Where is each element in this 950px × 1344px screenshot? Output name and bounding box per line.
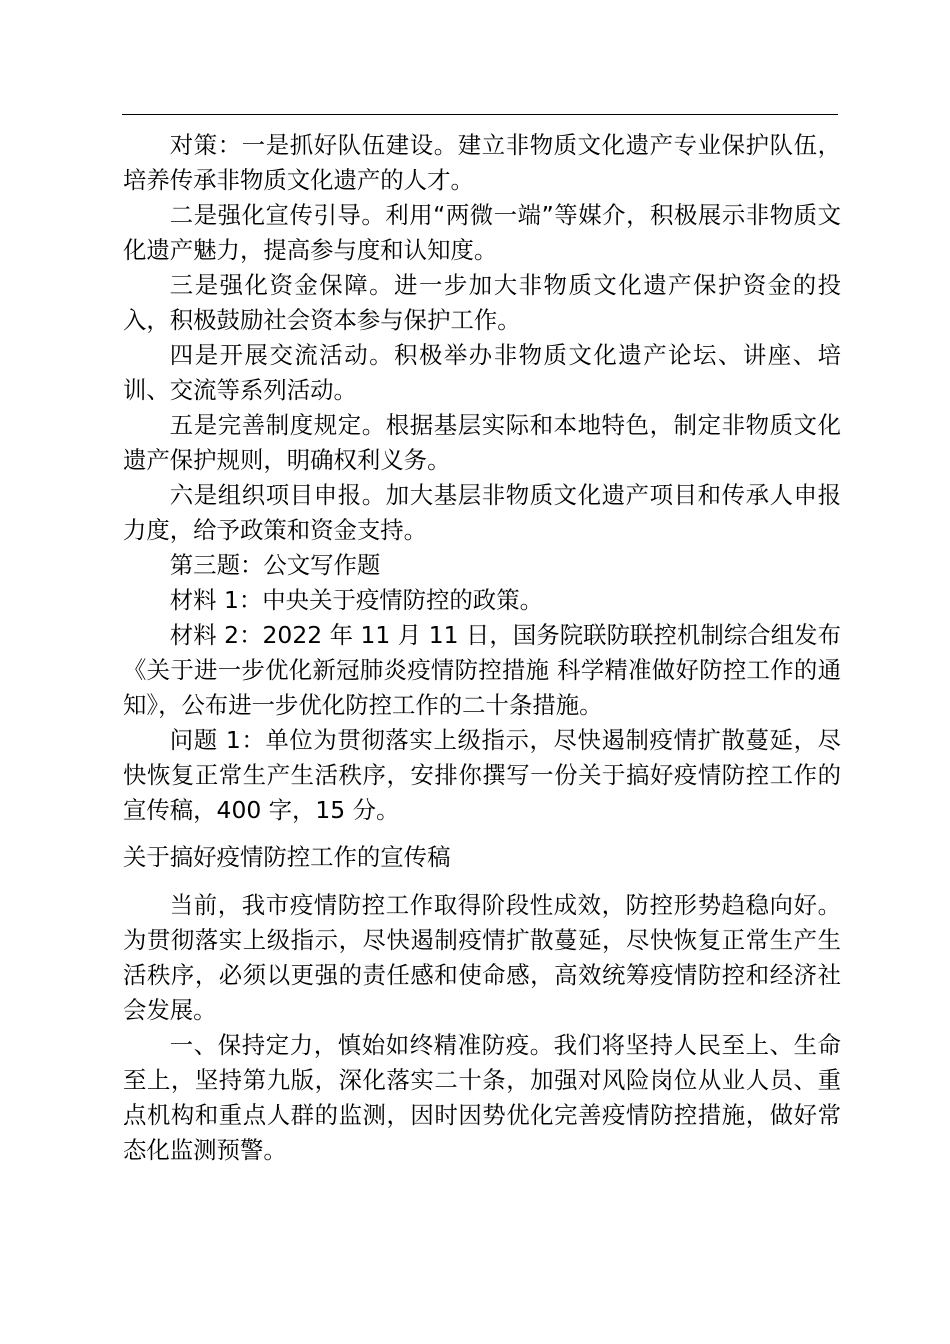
material-1: 材料 1：中央关于疫情防控的政策。 xyxy=(169,586,543,614)
paragraph-funding: 三是强化资金保障。进一步加大非物质文化遗产保护资金的投入，积极鼓励社会资本参与保护工作。 xyxy=(123,271,841,334)
question-heading: 第三题：公文写作题 xyxy=(169,551,381,579)
essay-paragraph-1: 一、保持定力，慎始如终精准防疫。我们将坚持人民至上、生命至上，坚持第九版，深化落实二十条，加强对风险岗位从业人员、重点机构和重点人群的监测，因时因势优化完善疫情防控措施，做好常态化监测预警。 xyxy=(123,1031,841,1164)
paragraph-exchange: 四是开展交流活动。积极举办非物质文化遗产论坛、讲座、培训、交流等系列活动。 xyxy=(123,341,841,404)
essay-title: 关于搞好疫情防控工作的宣传稿 xyxy=(123,843,451,871)
document-body xyxy=(123,128,841,1168)
paragraph-project-application: 六是组织项目申报。加大基层非物质文化遗产项目和传承人申报力度，给予政策和资金支持。 xyxy=(123,481,841,544)
paragraph-countermeasures: 对策：一是抓好队伍建设。建立非物质文化遗产专业保护队伍，培养传承非物质文化遗产的人才。 xyxy=(123,131,841,194)
paragraph-publicity: 二是强化宣传引导。利用“两微一端”等媒介，积极展示非物质文化遗产魅力，提高参与度和认知度。 xyxy=(123,201,841,264)
paragraph-regulation: 五是完善制度规定。根据基层实际和本地特色，制定非物质文化遗产保护规则，明确权利义务。 xyxy=(123,411,841,474)
essay-paragraph-intro: 当前，我市疫情防控工作取得阶段性成效，防控形势趋稳向好。为贯彻落实上级指示，尽快遏制疫情扩散蔓延，尽快恢复正常生产生活秩序，必须以更强的责任感和使命感，高效统筹疫情防控和经济社会发展。 xyxy=(123,891,841,1024)
question-1: 问题 1：单位为贯彻落实上级指示，尽快遏制疫情扩散蔓延，尽快恢复正常生产生活秩序，安排你撰写一份关于搞好疫情防控工作的宣传稿，400 字，15 分。 xyxy=(123,726,841,824)
header-rule xyxy=(122,114,838,115)
material-2: 材料 2：2022 年 11 月 11 日，国务院联防联控机制综合组发布《关于进一步优化新冠肺炎疫情防控措施 科学精准做好防控工作的通知》，公布进一步优化防控工作的二十条措施。 xyxy=(123,621,841,719)
